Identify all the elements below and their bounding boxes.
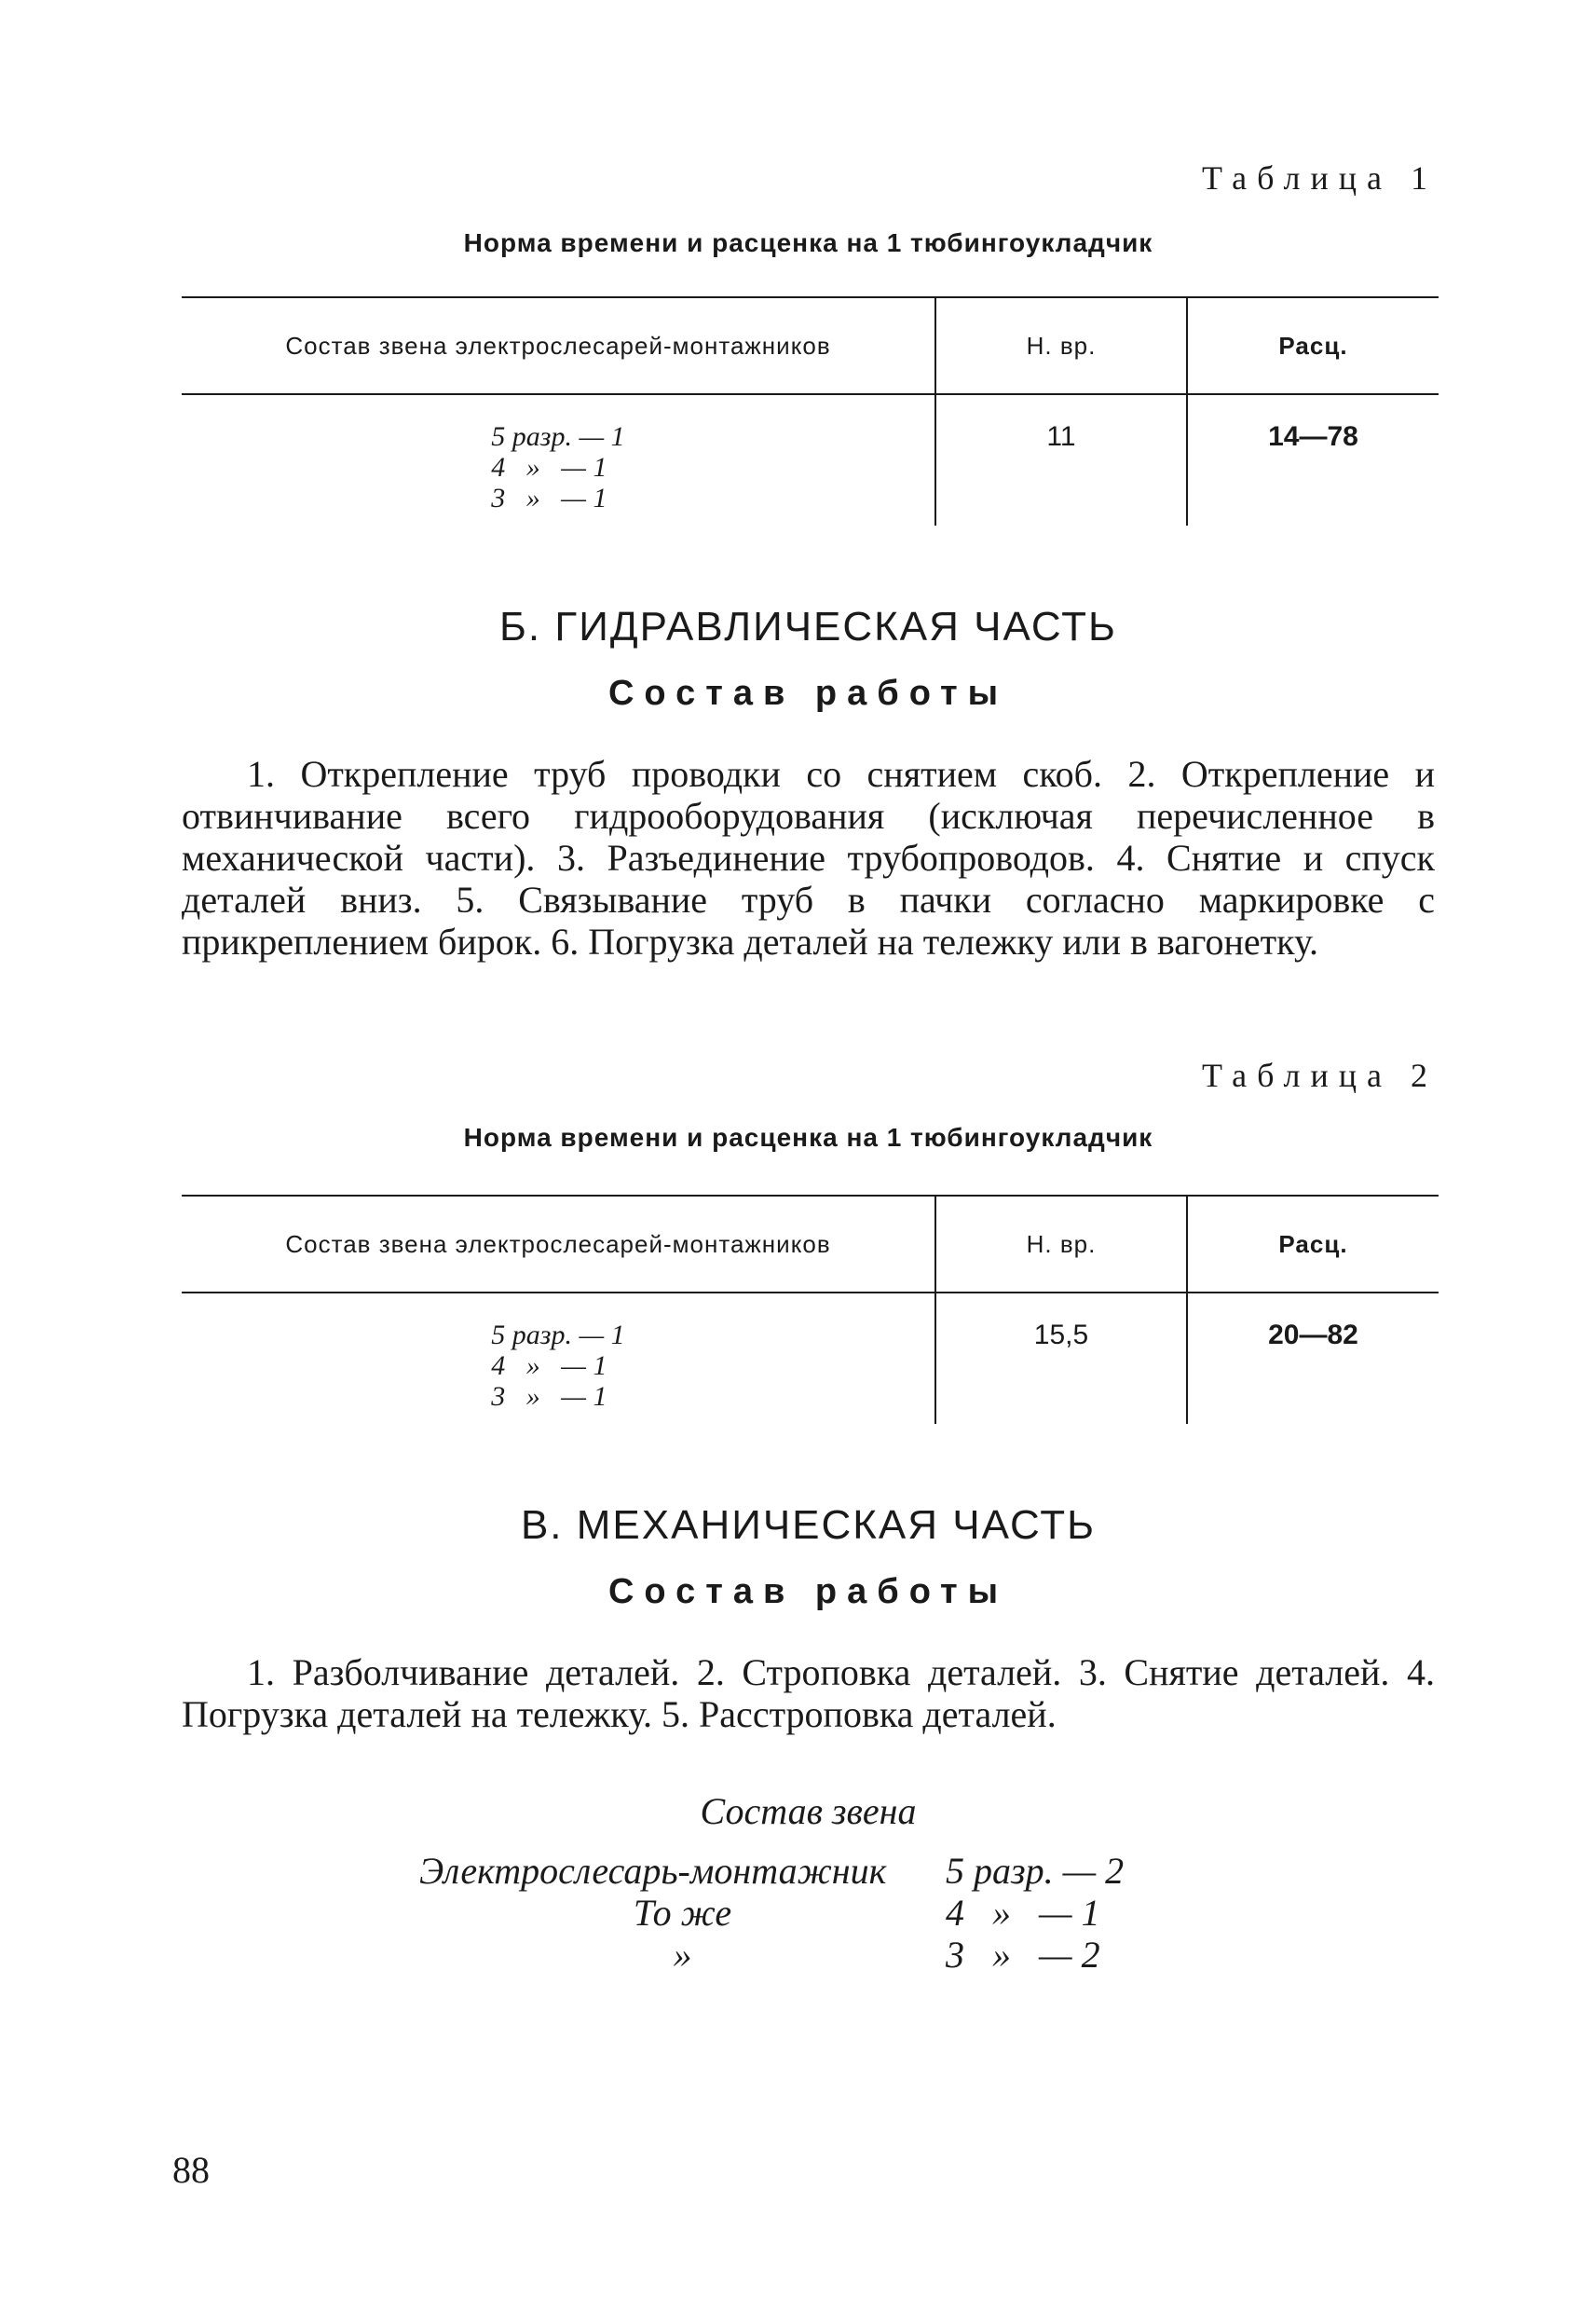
crew-role: » (673, 1934, 692, 1976)
section-b-text: 1. Открепление труб проводки со снятием скоб. 2. Открепление и отвинчивание всего гидрооборудования (исключая перечисленное в механической части). 3. Разъединение трубопроводов. 4. Снятие и спуск деталей вниз. 5. Связывание труб в пачки согласно маркировке с прикреплением бирок. 6. Погрузка деталей на тележку или в вагонетку. (182, 753, 1435, 963)
table-1-header-norm: Н. вр. (935, 297, 1187, 394)
table-1-header-crew: Состав звена электрослесарей-монтажников (182, 297, 935, 394)
section-v-work-heading: Состав работы (607, 1572, 1009, 1611)
table-2-header-norm: Н. вр. (935, 1196, 1187, 1293)
table-2-title: Норма времени и расценка на 1 тюбингоукладчик (463, 1123, 1153, 1152)
table-2 (182, 1195, 1439, 1424)
crew-line: 4 » — 1 (491, 452, 607, 483)
crew-role: То же (633, 1892, 732, 1934)
crew-grade: 3 » — 2 (946, 1934, 1100, 1976)
crew-line: 5 разр. — 1 (491, 421, 625, 452)
list-item (419, 1850, 1258, 1892)
crew-line: 4 » — 1 (491, 1350, 607, 1381)
table-1-crew-cell (182, 394, 935, 526)
section-v-heading: В. МЕХАНИЧЕСКАЯ ЧАСТЬ (520, 1502, 1097, 1548)
crew-heading: Состав звена (700, 1790, 917, 1832)
page-number: 88 (172, 2149, 210, 2191)
table-1-header-rate: Расц. (1187, 297, 1439, 394)
crew-line: 5 разр. — 1 (491, 1320, 625, 1350)
list-item (419, 1934, 1258, 1976)
table-1-label: Таблица 1 (1202, 159, 1438, 197)
table-row (182, 394, 1439, 526)
table-2-header-crew: Состав звена электрослесарей-монтажников (182, 1196, 935, 1293)
crew-line: 3 » — 1 (491, 483, 607, 513)
section-b-work-heading: Состав работы (607, 674, 1009, 713)
table-row (182, 1293, 1439, 1424)
table-2-label: Таблица 2 (1202, 1057, 1438, 1094)
crew-line: 3 » — 1 (491, 1381, 607, 1412)
crew-role: Электрослесарь-монтажник (419, 1850, 887, 1892)
table-1 (182, 296, 1439, 526)
list-item (419, 1892, 1258, 1934)
table-2-rate-value: 20—82 (1187, 1293, 1439, 1424)
table-2-crew-cell (182, 1293, 935, 1424)
table-1-norm-value: 11 (935, 394, 1187, 526)
crew-grade: 5 разр. — 2 (946, 1850, 1125, 1892)
section-v-text: 1. Разболчивание деталей. 2. Строповка деталей. 3. Снятие деталей. 4. Погрузка деталей на тележку. 5. Расстроповка деталей. (182, 1651, 1435, 1735)
table-2-header-rate: Расц. (1187, 1196, 1439, 1293)
table-2-norm-value: 15,5 (935, 1293, 1187, 1424)
crew-list (419, 1850, 1258, 1976)
table-1-rate-value: 14—78 (1187, 394, 1439, 526)
crew-grade: 4 » — 1 (946, 1892, 1100, 1934)
section-b-heading: Б. ГИДРАВЛИЧЕСКАЯ ЧАСТЬ (499, 604, 1117, 650)
table-1-title: Норма времени и расценка на 1 тюбингоукладчик (463, 228, 1153, 257)
